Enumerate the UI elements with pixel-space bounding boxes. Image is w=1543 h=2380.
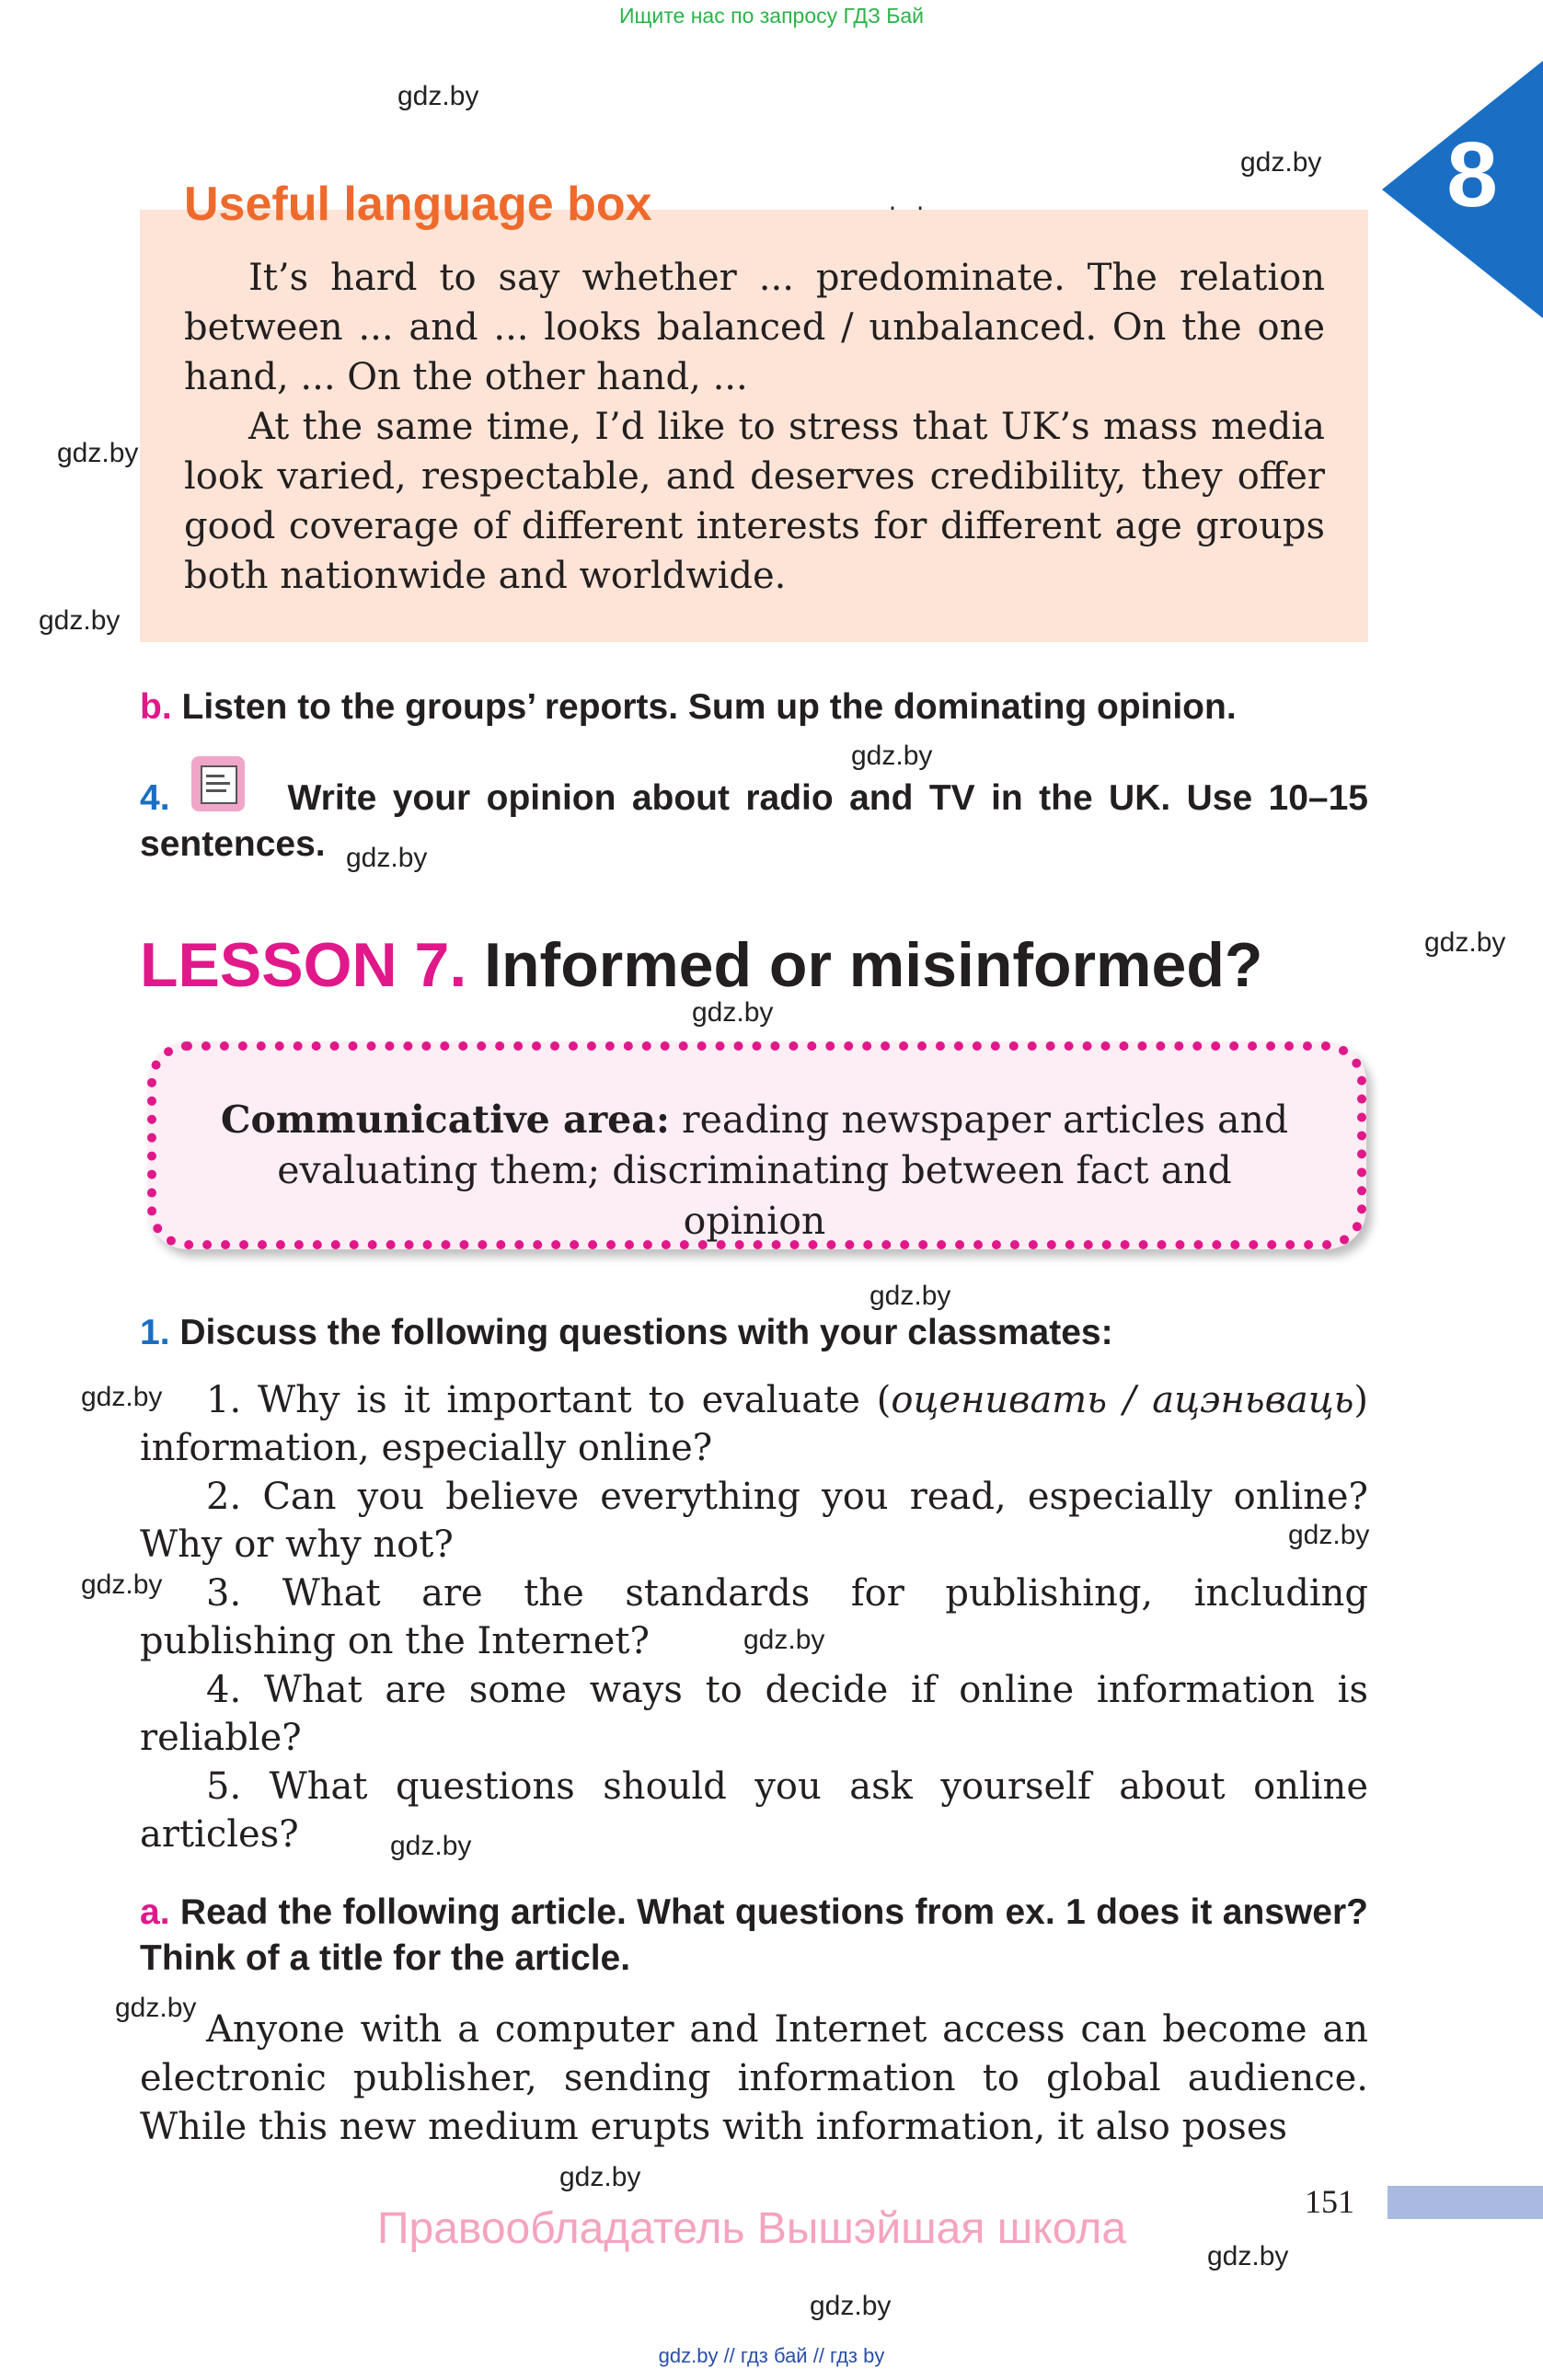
useful-language-paragraph: At the same time, I’d like to stress that UK’s mass media look varied, respectable, and deserves credibility, they offer good coverage of different interests for different age groups both nationwide and worldwide. <box>184 406 1325 597</box>
article-text: Anyone with a computer and Internet access can become an electronic publisher, sending information to global audience. While this new medium erupts with information, it also poses <box>140 2008 1368 2148</box>
question-1 <box>140 1376 1368 1472</box>
task-label: a. <box>140 1892 170 1932</box>
bottom-note: gdz.by // гдз бай // гдз by <box>658 2344 885 2367</box>
question-2 <box>140 1473 1368 1569</box>
watermark: gdz.by <box>810 2291 892 2321</box>
question-text: 2. Can you believe everything you read, especially online? Why or why not? <box>140 1476 1368 1566</box>
lesson-number: LESSON 7. <box>140 930 467 1000</box>
task-b <box>140 684 1368 730</box>
question-text: 3. What are the standards for publishing, including publishing on the Internet? <box>140 1572 1368 1662</box>
watermark: gdz.by <box>869 1281 951 1311</box>
communicative-area-text <box>202 1095 1307 1247</box>
lesson-heading <box>140 929 1262 1001</box>
watermark: gdz.by <box>115 1993 197 2023</box>
question-3 <box>140 1569 1368 1665</box>
question-5 <box>140 1763 1368 1858</box>
task-1 <box>140 1310 1368 1356</box>
translation-text: оценивать / ацэньваць <box>891 1379 1354 1421</box>
useful-language-paragraph: It’s hard to say whether ... predominate. The relation between ... and ... looks balanced / unbalanced. On the one hand, ... On the other hand, ... <box>184 257 1325 398</box>
task-text: Read the following article. What questions from ex. 1 does it answer? Think of a title for the article. <box>140 1892 1368 1978</box>
watermark: gdz.by <box>1240 147 1322 178</box>
watermark: gdz.by <box>1424 927 1506 958</box>
watermark: gdz.by <box>743 1625 825 1655</box>
watermark: gdz.by <box>1207 2241 1289 2271</box>
watermark: gdz.by <box>81 1569 163 1600</box>
unit-number: 8 <box>1446 123 1498 226</box>
watermark: gdz.by <box>1288 1520 1370 1550</box>
task-label: b. <box>140 687 172 727</box>
question-text: 4. What are some ways to decide if online information is reliable? <box>140 1669 1368 1759</box>
task-4 <box>140 776 1368 868</box>
watermark: gdz.by <box>390 1831 472 1861</box>
watermark: gdz.by <box>397 81 479 111</box>
watermark: gdz.by <box>57 438 139 468</box>
question-text: ) information, especially online? <box>140 1379 1368 1469</box>
watermark: gdz.by <box>851 741 933 771</box>
task-a <box>140 1890 1368 1982</box>
watermark: gdz.by <box>559 2162 641 2192</box>
question-4 <box>140 1666 1368 1762</box>
lesson-title: Informed or misinformed? <box>484 930 1263 1000</box>
task-text: Write your opinion about radio and TV in the UK. Use 10–15 sentences. <box>140 778 1368 864</box>
useful-language-title: Useful language box <box>184 178 652 231</box>
task-number: 4. <box>140 778 170 818</box>
watermark: gdz.by <box>81 1382 163 1412</box>
communicative-area-description: reading newspaper articles and evaluating them; discriminating between fact and opinion <box>277 1098 1289 1243</box>
task-text: Listen to the groups’ reports. Sum up the dominating opinion. <box>181 687 1237 727</box>
task-text: Discuss the following questions with your classmates: <box>179 1313 1113 1352</box>
watermark: gdz.by <box>39 605 121 636</box>
watermark: gdz.by <box>692 997 774 1028</box>
rights-holder: Правообладатель Вышэйшая школа <box>377 2204 1127 2253</box>
search-hint: Ищите нас по запросу ГДЗ Бай <box>618 4 925 28</box>
task-number: 1. <box>140 1313 170 1352</box>
page-number: 151 <box>1305 2183 1354 2220</box>
question-text: 1. Why is it important to evaluate ( <box>206 1379 892 1421</box>
communicative-area-label: Communicative area: <box>220 1098 670 1142</box>
page-bar <box>1388 2186 1543 2219</box>
useful-language-text <box>184 253 1325 601</box>
question-text: 5. What questions should you ask yourself about online articles? <box>140 1765 1368 1856</box>
watermark: gdz.by <box>346 843 428 873</box>
